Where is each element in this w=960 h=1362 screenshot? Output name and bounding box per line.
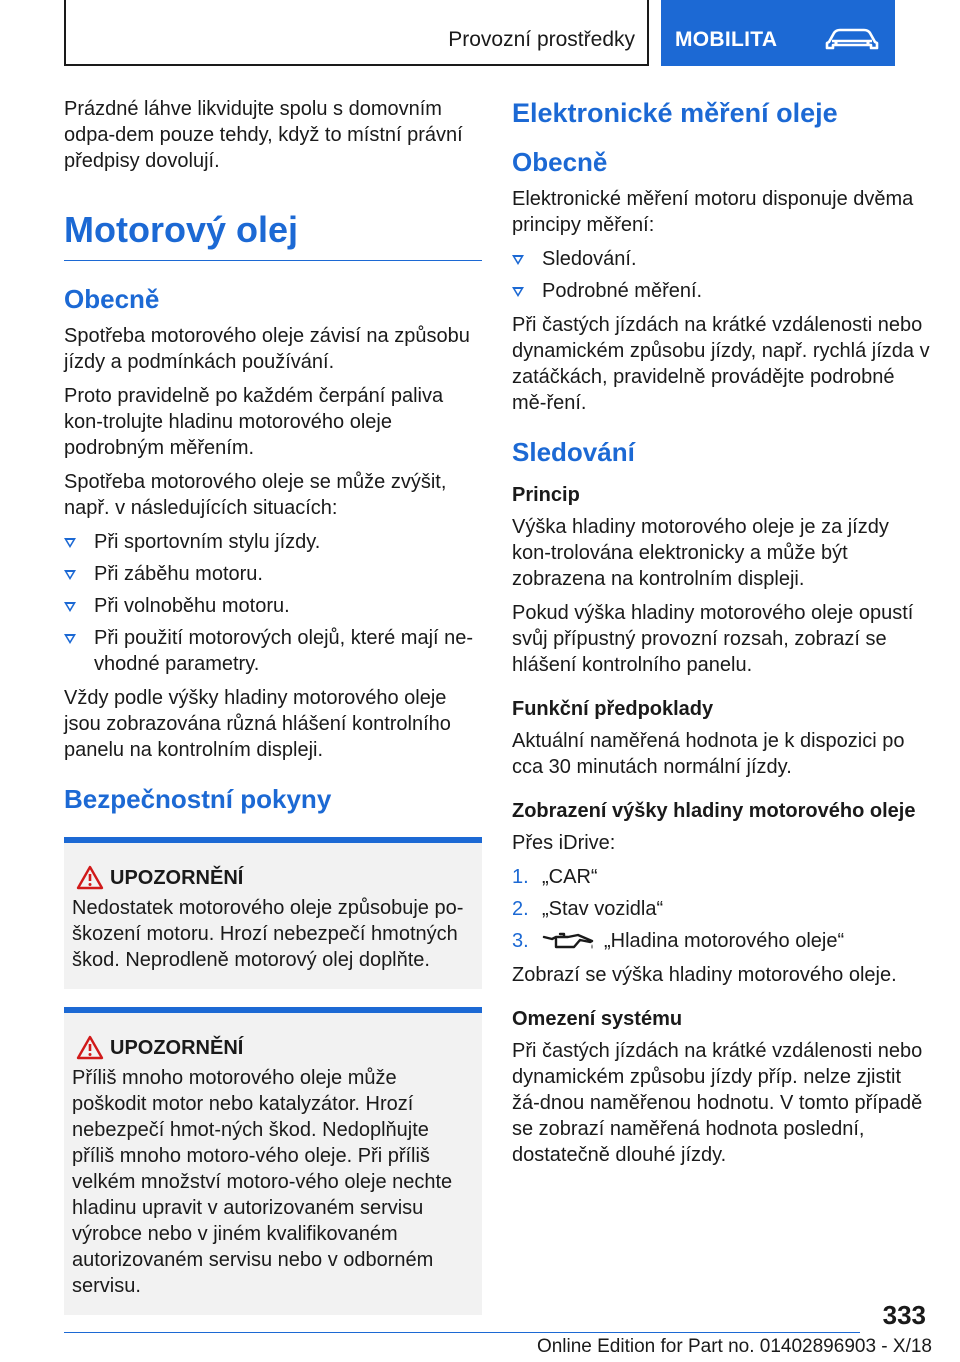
list-item: 2. „Stav vozidla“ — [512, 898, 664, 920]
footer-divider — [64, 1332, 860, 1333]
warning-triangle-icon — [76, 1035, 104, 1060]
principle-p2: Pokud výška hladiny motorového oleje opustí svůj přípustný provozní rozsah, zobrazí se hlášení kontrolního panelu. — [512, 602, 914, 676]
list-item: Při sportovním stylu jízdy. — [64, 529, 482, 555]
triangle-bullet-icon — [64, 570, 76, 580]
warning-text: Příliš mnoho motorového oleje může poškodit motor nebo katalyzátor. Hrozí nebezpečí hmot-ných škod. Nedoplňujte příliš mnoho motoro-vého oleje. Při příliš velkém množství motoro-vého oleje nechte hladinu upravit v autorizovaném servisu výrobce nebo v jiném kvalifikovaném autorizovaném servisu nebo v odborném servisu. — [72, 1067, 453, 1297]
chapter-tab — [661, 0, 895, 66]
left-column — [64, 96, 482, 1315]
list-item: Podrobné měření. — [512, 278, 932, 304]
warning-triangle-icon — [76, 865, 104, 890]
heading-general: Obecně — [64, 284, 160, 314]
heading-principle: Princip — [512, 484, 580, 506]
prereq-p: Aktuální naměřená hodnota je k dispozici po cca 30 minutách normální jízdy. — [512, 730, 905, 778]
car-icon — [823, 26, 881, 52]
general-p2: Proto pravidelně po každém čerpání paliva kon-trolujte hladinu motorového oleje podrobným měřením. — [64, 385, 444, 459]
heading-display: Zobrazení výšky hladiny motorového oleje — [512, 800, 916, 822]
right-column — [512, 96, 932, 1176]
triangle-bullet-icon — [64, 538, 76, 548]
triangle-bullet-icon — [64, 634, 76, 644]
triangle-bullet-icon — [512, 255, 524, 265]
principle-p1: Výška hladiny motorového oleje je za jízdy kon-trolována elektronicky a může být zobrazena na kontrolním displeji. — [512, 516, 889, 590]
footer-edition: Online Edition for Part no. 01402896903 - X/18 — [536, 1336, 932, 1357]
section-title-box — [64, 0, 649, 66]
section-title: Provozní prostředky — [448, 28, 635, 51]
list-item: 1. „CAR“ — [512, 866, 598, 888]
triangle-bullet-icon — [64, 602, 76, 612]
page-number: 333 — [882, 1300, 926, 1330]
intro-paragraph: Prázdné láhve likvidujte spolu s domovním odpa-dem pouze tehdy, když to místní právní předpisy dovolují. — [64, 98, 463, 172]
general-p3: Spotřeba motorového oleje se může zvýšit, např. v následujících situacích: — [64, 471, 447, 519]
right-general-p2: Při častých jízdách na krátké vzdálenosti nebo dynamickém způsobu jízdy, např. rychlá jízda v zatáčkách, pravidelně provádějte podrobné mě-ření. — [512, 314, 930, 414]
general-p4: Vždy podle výšky hladiny motorového oleje jsou zobrazována různá hlášení kontrolního panelu na kontrolním displeji. — [64, 687, 451, 761]
consumption-list — [64, 529, 482, 677]
limits-p: Při častých jízdách na krátké vzdálenosti nebo dynamickém způsobu jízdy příp. nelze zjistit žá-dnou naměřenou hodnotu. V tomto případě se zobrazí naměřená hodnota poslední, dostatečně dlouhé jízdy. — [512, 1040, 923, 1166]
warning-text: Nedostatek motorového oleje způsobuje po-škození motoru. Hrozí nebezpečí hmotných škod. Neprodleně motorový olej doplňte. — [72, 897, 464, 971]
display-intro: Přes iDrive: — [512, 832, 616, 854]
heading-general-right: Obecně — [512, 147, 608, 177]
warning-title: UPOZORNĚNÍ — [72, 1035, 474, 1061]
heading-monitoring: Sledování — [512, 437, 635, 467]
warning-title: UPOZORNĚNÍ — [72, 865, 474, 891]
warning-box — [64, 1007, 482, 1315]
chapter-title: MOBILITA — [675, 28, 778, 51]
heading-safety: Bezpečnostní pokyny — [64, 784, 332, 814]
principles-list — [512, 246, 932, 304]
section-title-electronic: Elektronické měření oleje — [512, 98, 838, 128]
warning-box — [64, 837, 482, 989]
page-header — [64, 0, 895, 66]
right-general-p1: Elektronické měření motoru disponuje dvěma principy měření: — [512, 188, 914, 236]
list-item: Při použití motorových olejů, které mají ne-vhodné parametry. — [64, 625, 482, 677]
triangle-bullet-icon — [512, 287, 524, 297]
general-p1: Spotřeba motorového oleje závisí na způsobu jízdy a podmínkách používání. — [64, 325, 470, 373]
idrive-steps — [512, 864, 932, 954]
page-title: Motorový olej — [64, 209, 299, 250]
heading-prerequisites: Funkční předpoklady — [512, 698, 714, 720]
display-result: Zobrazí se výška hladiny motorového oleje. — [512, 964, 897, 986]
list-item: 3. „Hladina motorového oleje“ — [512, 930, 845, 952]
list-item: Při záběhu motoru. — [64, 561, 482, 587]
title-wrap — [64, 208, 482, 261]
oil-can-icon — [542, 931, 596, 953]
list-item: Při volnoběhu motoru. — [64, 593, 482, 619]
list-item: Sledování. — [512, 246, 932, 272]
heading-limits: Omezení systému — [512, 1008, 683, 1030]
